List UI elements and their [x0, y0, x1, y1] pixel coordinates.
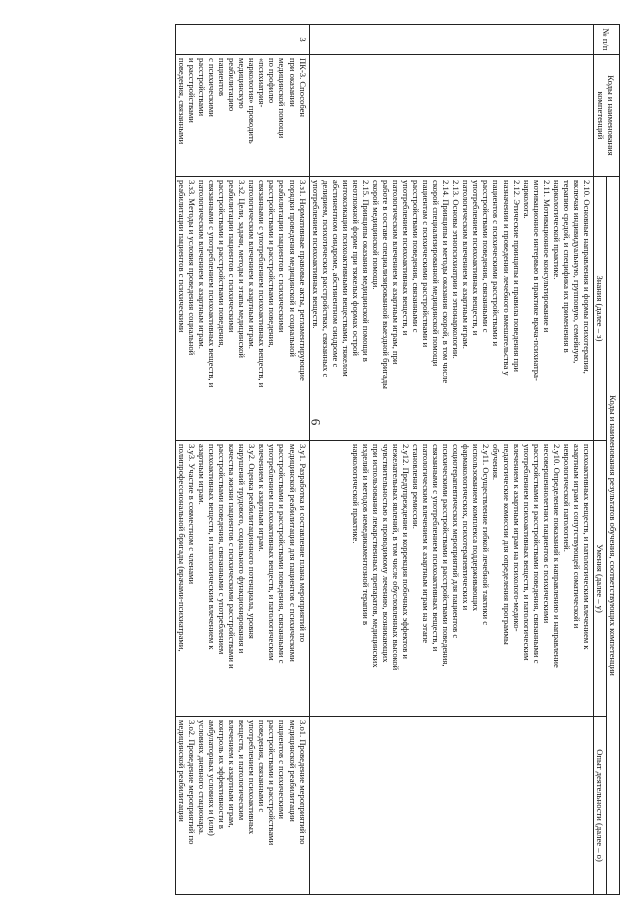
text-line: медицинской помощи	[277, 58, 288, 139]
text-line: 2.у12. Предупреждение и коррекция побочных эффектов и	[401, 444, 412, 659]
text-line: наркологической практике.	[551, 180, 562, 280]
text-line: употреблением психоактивных веществ, и	[471, 180, 482, 336]
text-line: включая индивидуальную, групповую, семейную,	[571, 180, 582, 364]
text-line: абстинентном синдроме, абстинентном синдроме с	[330, 180, 341, 368]
text-line: поведения, связанными с	[257, 720, 268, 813]
header-skills: Умения (далее – у)	[593, 441, 606, 717]
text-line: веществ, и патологическим	[237, 720, 248, 821]
text-line: медицинской реабилитации	[287, 720, 298, 822]
text-line: 3.у2. Оценка реабилитационного потенциала, уровня	[247, 444, 258, 639]
text-line: неврологической патологией.	[561, 444, 572, 552]
text-line: расстройствами и расстройствами поведения,	[267, 180, 278, 348]
rotated-page	[38, 24, 620, 894]
text-line: по профилю	[267, 58, 278, 104]
text-line: педагогические комиссии для определения программы	[501, 444, 512, 645]
row2-experience	[175, 717, 309, 895]
text-line: употреблением психоактивных	[247, 720, 258, 835]
row1-code	[309, 55, 593, 177]
text-line: скорой специализированной медицинской помощи	[431, 180, 442, 367]
table-row-pk3	[175, 25, 309, 895]
text-line: качества жизни пациентов с психическими расстройствами и	[227, 444, 238, 669]
row2-code	[175, 55, 309, 177]
text-line: пациентам с психическими расстройствами и	[421, 180, 432, 348]
text-line: медицинской реабилитации для пациентов с психическими	[287, 444, 298, 662]
text-line: скорой медицинской помощи.	[370, 180, 381, 290]
text-line: условиях дневного стационара.	[197, 720, 208, 835]
text-line: фармакологических, психотерапевтических и	[461, 444, 472, 611]
row1-num	[309, 25, 593, 55]
text-line: реабилитации пациентов с психическими	[277, 180, 288, 333]
text-line: медицинской реабилитации	[177, 720, 188, 822]
text-line: расстройствами и расстройствами	[267, 720, 278, 846]
competency-table	[175, 24, 620, 895]
text-line: 3.у1. Разработка и составление плана мероприятий по	[297, 444, 308, 643]
text-line: расстройствами поведения, связанными с употреблением	[217, 444, 228, 655]
text-line: амбулаторных условиях и (или)	[207, 720, 218, 836]
text-line: при использовании лекарственных препаратов, медицинских	[370, 444, 381, 668]
text-line: 2.у11. Осуществление гибкой лечебной тактики с	[481, 444, 492, 626]
text-line: интоксикации психоактивными веществами, тяжелом	[340, 180, 351, 377]
text-line: связанными с употреблением психоактивных веществ, и	[257, 180, 268, 388]
text-line: 2.13. Основы этнопсихиатрии и этнонаркологии.	[451, 180, 462, 359]
row1-experience	[309, 717, 593, 895]
text-line: 3.з3. Методы и условия проведения социальной	[187, 180, 198, 356]
text-line: расстройствами поведения, связанными с	[481, 180, 492, 333]
text-line: патологическим влечением к азартным играм, при	[391, 180, 402, 365]
text-line: 2.11. Мотивационное консультирование и	[541, 180, 552, 333]
text-line: патологическим влечением к азартным играм.	[247, 180, 258, 349]
text-line: азартным играм и сопутствующей соматической и	[571, 444, 582, 629]
row2-skills	[175, 441, 309, 717]
text-line: азартным играм.	[197, 444, 208, 505]
text-line: назначении и проведении лечебного вмешательства у	[501, 180, 512, 376]
text-line: нарколога.	[521, 180, 532, 219]
text-line: ПК-3. Способен	[297, 58, 308, 118]
row2-knowledge	[175, 177, 309, 441]
text-line: пациентов с психическими расстройствами и	[491, 180, 502, 347]
text-line: становления ремиссии.	[411, 444, 422, 529]
text-line: «психиатрия-	[257, 58, 268, 108]
header-row-1	[606, 25, 619, 895]
text-line: употреблением психоактивных веществ, и патологическим	[267, 444, 278, 661]
text-line: влечением к азартным играм,	[227, 720, 238, 828]
text-line: влечением к азартным играм.	[257, 444, 268, 552]
text-line: порядки проведения медицинской и социальной	[287, 180, 298, 357]
text-line: расстройствами и расстройствами поведения,	[217, 180, 228, 348]
text-line: расстройствами и расстройствами поведения, связанными с	[531, 444, 542, 664]
text-line: психическими расстройствами и расстройствами поведения,	[441, 444, 452, 667]
text-line: медицинскую	[237, 58, 248, 109]
text-line: 3.о1. Проведение мероприятий по	[297, 720, 308, 845]
text-line: 2.12. Этические принципы и правила поведения при	[511, 180, 522, 373]
text-line: психоактивных веществ, и патологическим влечением к	[581, 444, 592, 650]
text-line: патологическим влечением к азартным играм.	[461, 180, 472, 349]
text-line: и расстройствами	[187, 58, 198, 123]
text-line: 3.у3. Участие в совместном с членами	[187, 444, 198, 585]
text-line: патологическим влечением к азартным играм.	[197, 180, 208, 349]
text-line: употреблением психоактивных веществ, и патологическим	[521, 444, 532, 661]
text-line: 3.з2. Цели, задачи, методы и этапы медицинской	[237, 180, 248, 359]
text-line: психоактивных веществ, и патологическим влечением к	[207, 444, 218, 650]
text-line: наркология» проводить	[247, 58, 258, 144]
text-line: делирием, психотических расстройствах, связанных с	[320, 180, 331, 378]
text-line: 2.14. Принципы и методы оказания скорой, в том числе	[441, 180, 452, 384]
row2-num: 3	[175, 25, 309, 55]
row1-skills	[309, 441, 593, 717]
text-line: расстройствами поведения, связанными с	[411, 180, 422, 333]
header-code: Коды и наименования компетенций	[593, 55, 619, 177]
text-line: расстройствами и расстройствами поведения, связанными с	[277, 444, 288, 664]
text-line: 2.у10. Определение показаний к направлению и направление	[551, 444, 562, 668]
header-experience: Опыт деятельности (далее – о)	[593, 717, 606, 895]
text-line: наркологической практике.	[350, 444, 361, 544]
table-row-continued	[309, 25, 593, 895]
text-line: поведения, связанными	[177, 58, 188, 145]
text-line: расстройствами	[197, 58, 208, 117]
text-line: терапию средой, и специфика их применения в	[561, 180, 572, 353]
header-knowledge: Знания (далее – з)	[593, 177, 606, 441]
text-line: использованием комплекса поддерживающих	[471, 444, 482, 611]
text-line: несовершеннолетних пациентов с психическими	[541, 444, 552, 624]
header-num: № п/п	[593, 25, 619, 55]
text-line: при оказании	[287, 58, 298, 107]
page-number: 6	[308, 418, 324, 426]
text-line: пациентов с психическими	[277, 720, 288, 820]
text-line: 3.з1. Нормативные правовые акты, регламентирующие	[297, 180, 308, 381]
text-line: контроль их эффективности в	[217, 720, 228, 829]
text-line: социотерапевтических мероприятий для пациентов с	[451, 444, 462, 639]
text-line: полипрофессиональной бригады (врачами-психиатрами,	[177, 444, 188, 652]
text-line: реабилитацию	[227, 58, 238, 112]
text-line: неотложной форме при тяжелых формах острой	[350, 180, 361, 356]
text-line: употреблением психоактивных веществ, и	[401, 180, 412, 336]
text-line: патологическим влечением к азартным играм на этапе	[421, 444, 432, 644]
text-line: нарушений трудового, социального функционирования и	[237, 444, 248, 654]
row1-knowledge	[309, 177, 593, 441]
text-line: 2.10. Основные направления и формы психотерапии,	[581, 180, 592, 374]
text-line: обучения.	[491, 444, 502, 481]
text-line: реабилитации пациентов с психическими	[227, 180, 238, 333]
text-line: мотивационное интервью в практике врача-психиатра-	[531, 180, 542, 381]
text-line: связанными с употреблением психоактивных веществ, и	[207, 180, 218, 388]
text-line: нежелательных явлений, в том числе обусловленных высокой	[391, 444, 402, 671]
header-results: Коды и наименования результатов обучения, соответствующих компетенции	[606, 177, 619, 895]
text-line: чувствительностью к проводимому лечению, возникающих	[380, 444, 391, 663]
text-line: с психическими	[207, 58, 218, 117]
text-line: работе в составе специализированной выездной бригады	[380, 180, 391, 389]
text-line: связанными с употреблением психоактивных веществ, и	[431, 444, 442, 652]
text-line: изделий и методов немедикаментозной терапии в	[360, 444, 371, 626]
text-line: пациентов	[217, 58, 228, 97]
text-line: реабилитации пациентов с психическими	[177, 180, 188, 333]
text-line: 2.15. Принципы оказания медицинской помощи в	[360, 180, 371, 362]
text-line: влечением к азартным играм на психолого-медико-	[511, 444, 522, 632]
text-line: 3.о2. Проведение мероприятий по	[187, 720, 198, 845]
text-line: употреблением психоактивных веществ.	[310, 180, 321, 329]
